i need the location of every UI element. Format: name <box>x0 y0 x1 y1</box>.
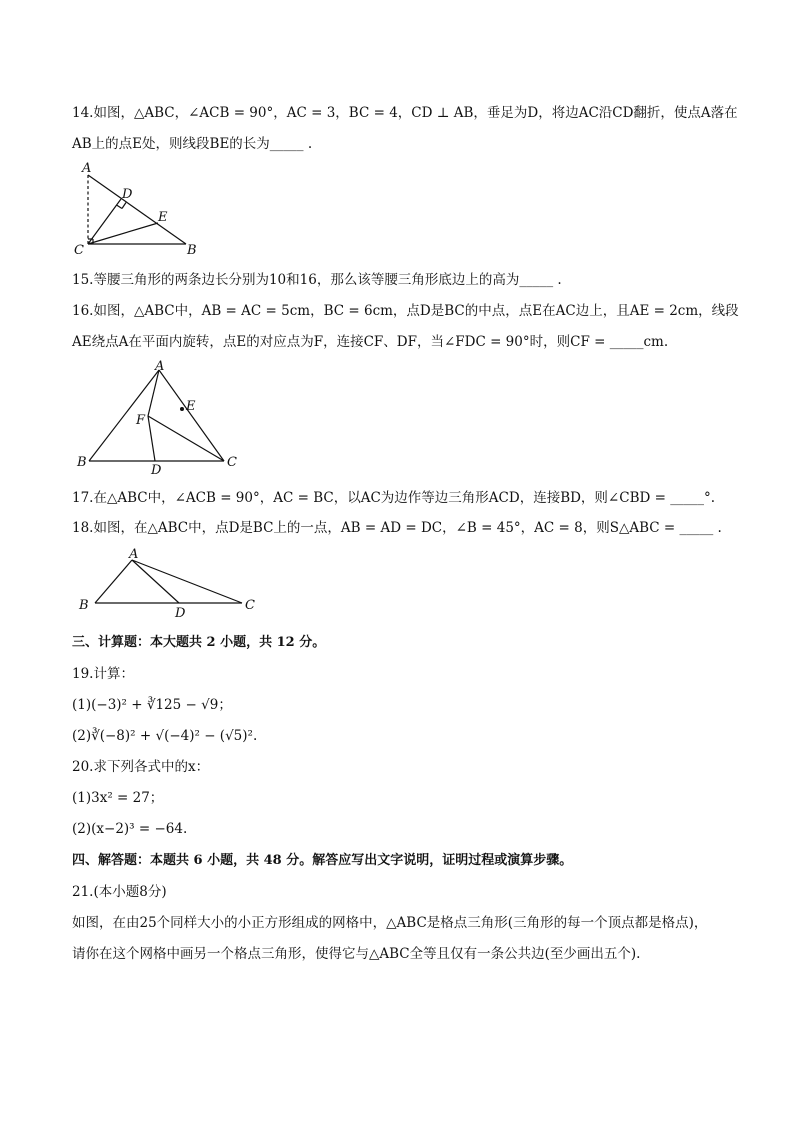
segment-ad <box>132 560 179 603</box>
label-c: C <box>227 455 237 470</box>
q20-part2: (2)(x−2)³ = −64. <box>72 821 188 837</box>
q19-title: 19.计算： <box>72 666 134 682</box>
label-b: B <box>187 243 197 258</box>
q16-line1: 16.如图，△ABC中，AB = AC = 5cm，BC = 6cm，点D是BC的中点，点E在AC边上，且AE = 2cm，线段 <box>72 303 739 319</box>
figure-q18 <box>75 546 265 621</box>
q21-title: 21.(本小题8分) <box>72 884 167 900</box>
segment-ce <box>88 223 158 244</box>
q16-line2: AE绕点A在平面内旋转，点E的对应点为F，连接CF、DF，当∠FDC = 90°时，则CF = _____cm. <box>72 334 669 350</box>
q21-line1: 如图，在由25个同样大小的小正方形组成的网格中，△ABC是格点三角形(三角形的每一个顶点都是格点)， <box>72 915 708 931</box>
segment-cd <box>88 199 121 244</box>
segment-fc <box>148 416 224 461</box>
label-e: E <box>186 399 196 414</box>
segment-ac <box>159 370 224 461</box>
section3-heading: 三、计算题：本大题共 2 小题，共 12 分。 <box>72 635 326 650</box>
q14-line1: 14.如图，△ABC，∠ACB = 90°，AC = 3，BC = 4，CD ⊥ AB，垂足为D，将边AC沿CD翻折，使点A落在 <box>72 105 738 121</box>
label-c: C <box>245 598 255 613</box>
label-b: B <box>77 455 87 470</box>
figure-q16 <box>75 358 245 478</box>
point-e-dot <box>180 407 184 411</box>
segment-fd <box>148 416 155 461</box>
q19-part2: (2)∛(−8)² + √(−4)² − (√5)². <box>72 728 258 744</box>
figure-q14 <box>70 160 210 260</box>
segment-ab <box>88 175 186 244</box>
q15-line1: 15.等腰三角形的两条边长分别为10和16，那么该等腰三角形底边上的高为_____ . <box>72 272 562 288</box>
q17-line1: 17.在△ABC中，∠ACB = 90°，AC = BC，以AC为边作等边三角形ACD，连接BD，则∠CBD = _____°. <box>72 490 716 506</box>
label-a: A <box>82 161 92 176</box>
label-d: D <box>122 187 133 202</box>
right-angle-d-a <box>117 205 123 209</box>
q14-line2: AB上的点E处，则线段BE的长为_____ . <box>72 136 313 152</box>
q20-part1: (1)3x² = 27； <box>72 790 164 806</box>
label-a: A <box>129 547 139 562</box>
section4-heading: 四、解答题：本题共 6 小题，共 48 分。解答应写出文字说明，证明过程或演算步骤。 <box>72 853 573 868</box>
label-a: A <box>155 359 165 374</box>
label-c: C <box>74 243 84 258</box>
q21-line2: 请你在这个网格中画另一个格点三角形，使得它与△ABC全等且仅有一条公共边(至少画出五个). <box>72 946 641 962</box>
segment-ac <box>132 560 242 603</box>
label-d: D <box>151 463 162 478</box>
label-e: E <box>158 210 168 225</box>
label-d: D <box>175 606 186 621</box>
q18-line1: 18.如图，在△ABC中，点D是BC上的一点，AB = AD = DC，∠B = 45°，AC = 8，则S△ABC = _____ . <box>72 520 722 536</box>
label-f: F <box>136 413 146 428</box>
right-angle-d-b <box>122 203 126 209</box>
q20-title: 20.求下列各式中的x： <box>72 759 210 775</box>
label-b: B <box>79 598 89 613</box>
q19-part1: (1)(−3)² + ∛125 − √9； <box>72 697 232 713</box>
segment-ab <box>95 560 132 603</box>
